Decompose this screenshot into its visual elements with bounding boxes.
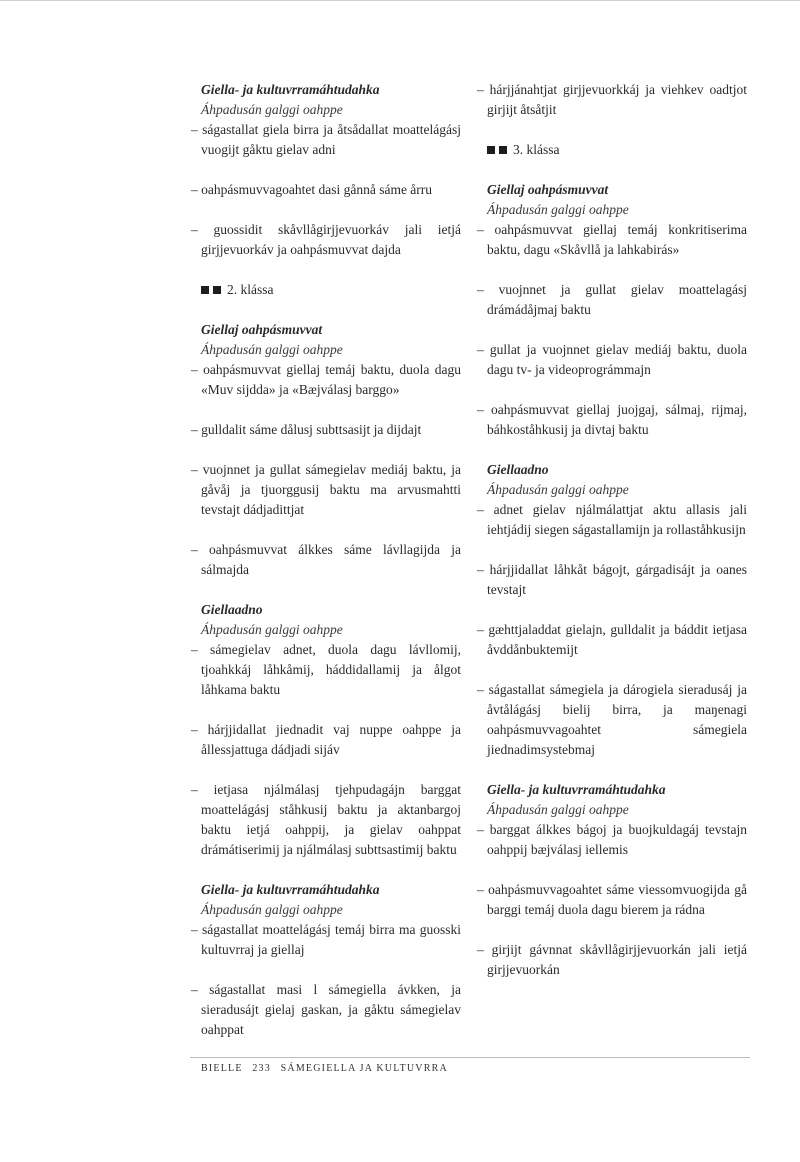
- section-block: [191, 320, 461, 580]
- footer-section: BIELLE: [201, 1063, 243, 1074]
- list-item: – oahpásmuvvat giellaj temáj konkritiserima baktu, dagu «Skåvllå ja lahkabirás»: [477, 222, 747, 257]
- list-item: – sámegielav adnet, duola dagu lávllomij, tjoahkkáj låhkåmij, háddidallamij ja ålgot låhkama baktu: [191, 642, 461, 697]
- square-bullet-icon: [487, 146, 495, 154]
- page-footer: [201, 1063, 454, 1074]
- list-item: – ságastallat masi l sámegiella ávkken, ja sieradusájt gielaj gaskan, ja gåktu sámegielav oahppat: [191, 982, 461, 1037]
- top-edge-rule: [0, 0, 800, 1]
- section-block: [477, 780, 747, 980]
- list-item: – oahpásmuvvagoahtet dasi gånnå sáme årru: [191, 182, 433, 197]
- list-item: – hárjjidallat jiednadit vaj nuppe oahppe ja ållessjattuga dádjadi sijáv: [191, 722, 461, 757]
- section-subheading: Áhpadusán galggi oahppe: [487, 482, 629, 497]
- list-item: – gulldalit sáme dålusj subttsasijt ja dijdajt: [191, 422, 422, 437]
- section-heading: Giellaadno: [201, 602, 263, 617]
- section-heading: Giella- ja kultuvrramáhtudahka: [487, 782, 666, 797]
- list-item: – hárjjánahtjat girjjevuorkkáj ja viehkev oadtjot girjijt åtsåtjit: [477, 82, 747, 117]
- square-bullet-icon: [213, 286, 221, 294]
- left-column: [191, 80, 461, 1060]
- list-item: – ietjasa njálmálasj tjehpudagájn barggat moattelágásj ståhkusij baktu ja aktanbargoj baktu ietjá oahppij, ja gielav oahppat drámátiserimij ja njálmálasj subttsastimij baktu: [191, 782, 461, 857]
- class-label-text: 3. klássa: [513, 142, 560, 157]
- section-subheading: Áhpadusán galggi oahppe: [201, 622, 343, 637]
- continued-items: [477, 80, 747, 120]
- list-item: – oahpásmuvvagoahtet sáme viessomvuogijda gå barggi temáj duola dagu bierem ja rádna: [477, 882, 747, 917]
- footer-page-number: 233: [252, 1063, 271, 1074]
- list-item: – ságastallat sámegiela ja dárogiela sieradusáj ja åvtålágásj bielij birra, ja maŋenagi oahpásmuvvagoahtet sámegiela jiednadimsystebmaj: [477, 682, 747, 757]
- section-subheading: Áhpadusán galggi oahppe: [201, 102, 343, 117]
- square-bullet-icon: [499, 146, 507, 154]
- list-item: – vuojnnet ja gullat sámegielav mediáj baktu, ja gåvåj ja tjuorggusij baktu ma arvusmahtti tevstajt dádjadittjat: [191, 462, 461, 517]
- section-block: [191, 600, 461, 860]
- list-item: – oahpásmuvvat giellaj temáj baktu, duola dagu «Muv sijdda» ja «Bæjválasj barggo»: [191, 362, 461, 397]
- class-label: [201, 280, 461, 300]
- list-item: – oahpásmuvvat álkkes sáme lávllagijda ja sálmajda: [191, 542, 461, 577]
- list-item: – ságastallat giela birra ja åtsådallat moattelágásj vuogijt gåktu gielav adni: [191, 122, 461, 157]
- right-column: [477, 80, 747, 1000]
- section-block: [477, 460, 747, 760]
- section-subheading: Áhpadusán galggi oahppe: [201, 342, 343, 357]
- section-heading: Giellaj oahpásmuvvat: [487, 182, 609, 197]
- section-heading: Giellaadno: [487, 462, 549, 477]
- footer-rule: [190, 1057, 750, 1058]
- section-block: [191, 80, 461, 260]
- list-item: – oahpásmuvvat giellaj juojgaj, sálmaj, rijmaj, báhkoståhkusij ja divtaj baktu: [477, 402, 747, 437]
- section-block: [477, 180, 747, 440]
- section-subheading: Áhpadusán galggi oahppe: [487, 202, 629, 217]
- list-item: – hárjjidallat låhkåt bágojt, gárgadisájt ja oanes tevstajt: [477, 562, 747, 597]
- section-subheading: Áhpadusán galggi oahppe: [487, 802, 629, 817]
- section-heading: Giella- ja kultuvrramáhtudahka: [201, 882, 380, 897]
- class-label: [487, 140, 747, 160]
- list-item: – gæhttjaladdat gielajn, gulldalit ja báddit ietjasa åvddånbuktemijt: [477, 622, 747, 657]
- list-item: – vuojnnet ja gullat gielav moattelagásj drámádåjmaj baktu: [477, 282, 747, 317]
- list-item: – adnet gielav njálmálattjat aktu allasis jali iehtjádij siegen ságastallamijn ja rollaståhkusijn: [477, 502, 747, 537]
- section-heading: Giella- ja kultuvrramáhtudahka: [201, 82, 380, 97]
- class-label-text: 2. klássa: [227, 282, 274, 297]
- section-subheading: Áhpadusán galggi oahppe: [201, 902, 343, 917]
- list-item: – girjijt gávnnat skåvllågirjjevuorkán jali ietjá girjjevuorkán: [477, 942, 747, 977]
- section-block: [191, 880, 461, 1040]
- list-item: – barggat álkkes bágoj ja buojkuldagáj tevstajn oahppij bæjválasj iellemis: [477, 822, 747, 857]
- footer-subject: SÁMEGIELLA JA KULTUVRRA: [280, 1063, 448, 1074]
- list-item: – gullat ja vuojnnet gielav mediáj baktu, duola dagu tv- ja videoprográmmajn: [477, 342, 747, 377]
- list-item: – guossidit skåvllågirjjevuorkáv jali ietjá girjjevuorkáv ja oahpásmuvvat dajda: [191, 222, 461, 257]
- section-heading: Giellaj oahpásmuvvat: [201, 322, 323, 337]
- square-bullet-icon: [201, 286, 209, 294]
- list-item: – ságastallat moattelágásj temáj birra ma guosski kultuvrraj ja giellaj: [191, 922, 461, 957]
